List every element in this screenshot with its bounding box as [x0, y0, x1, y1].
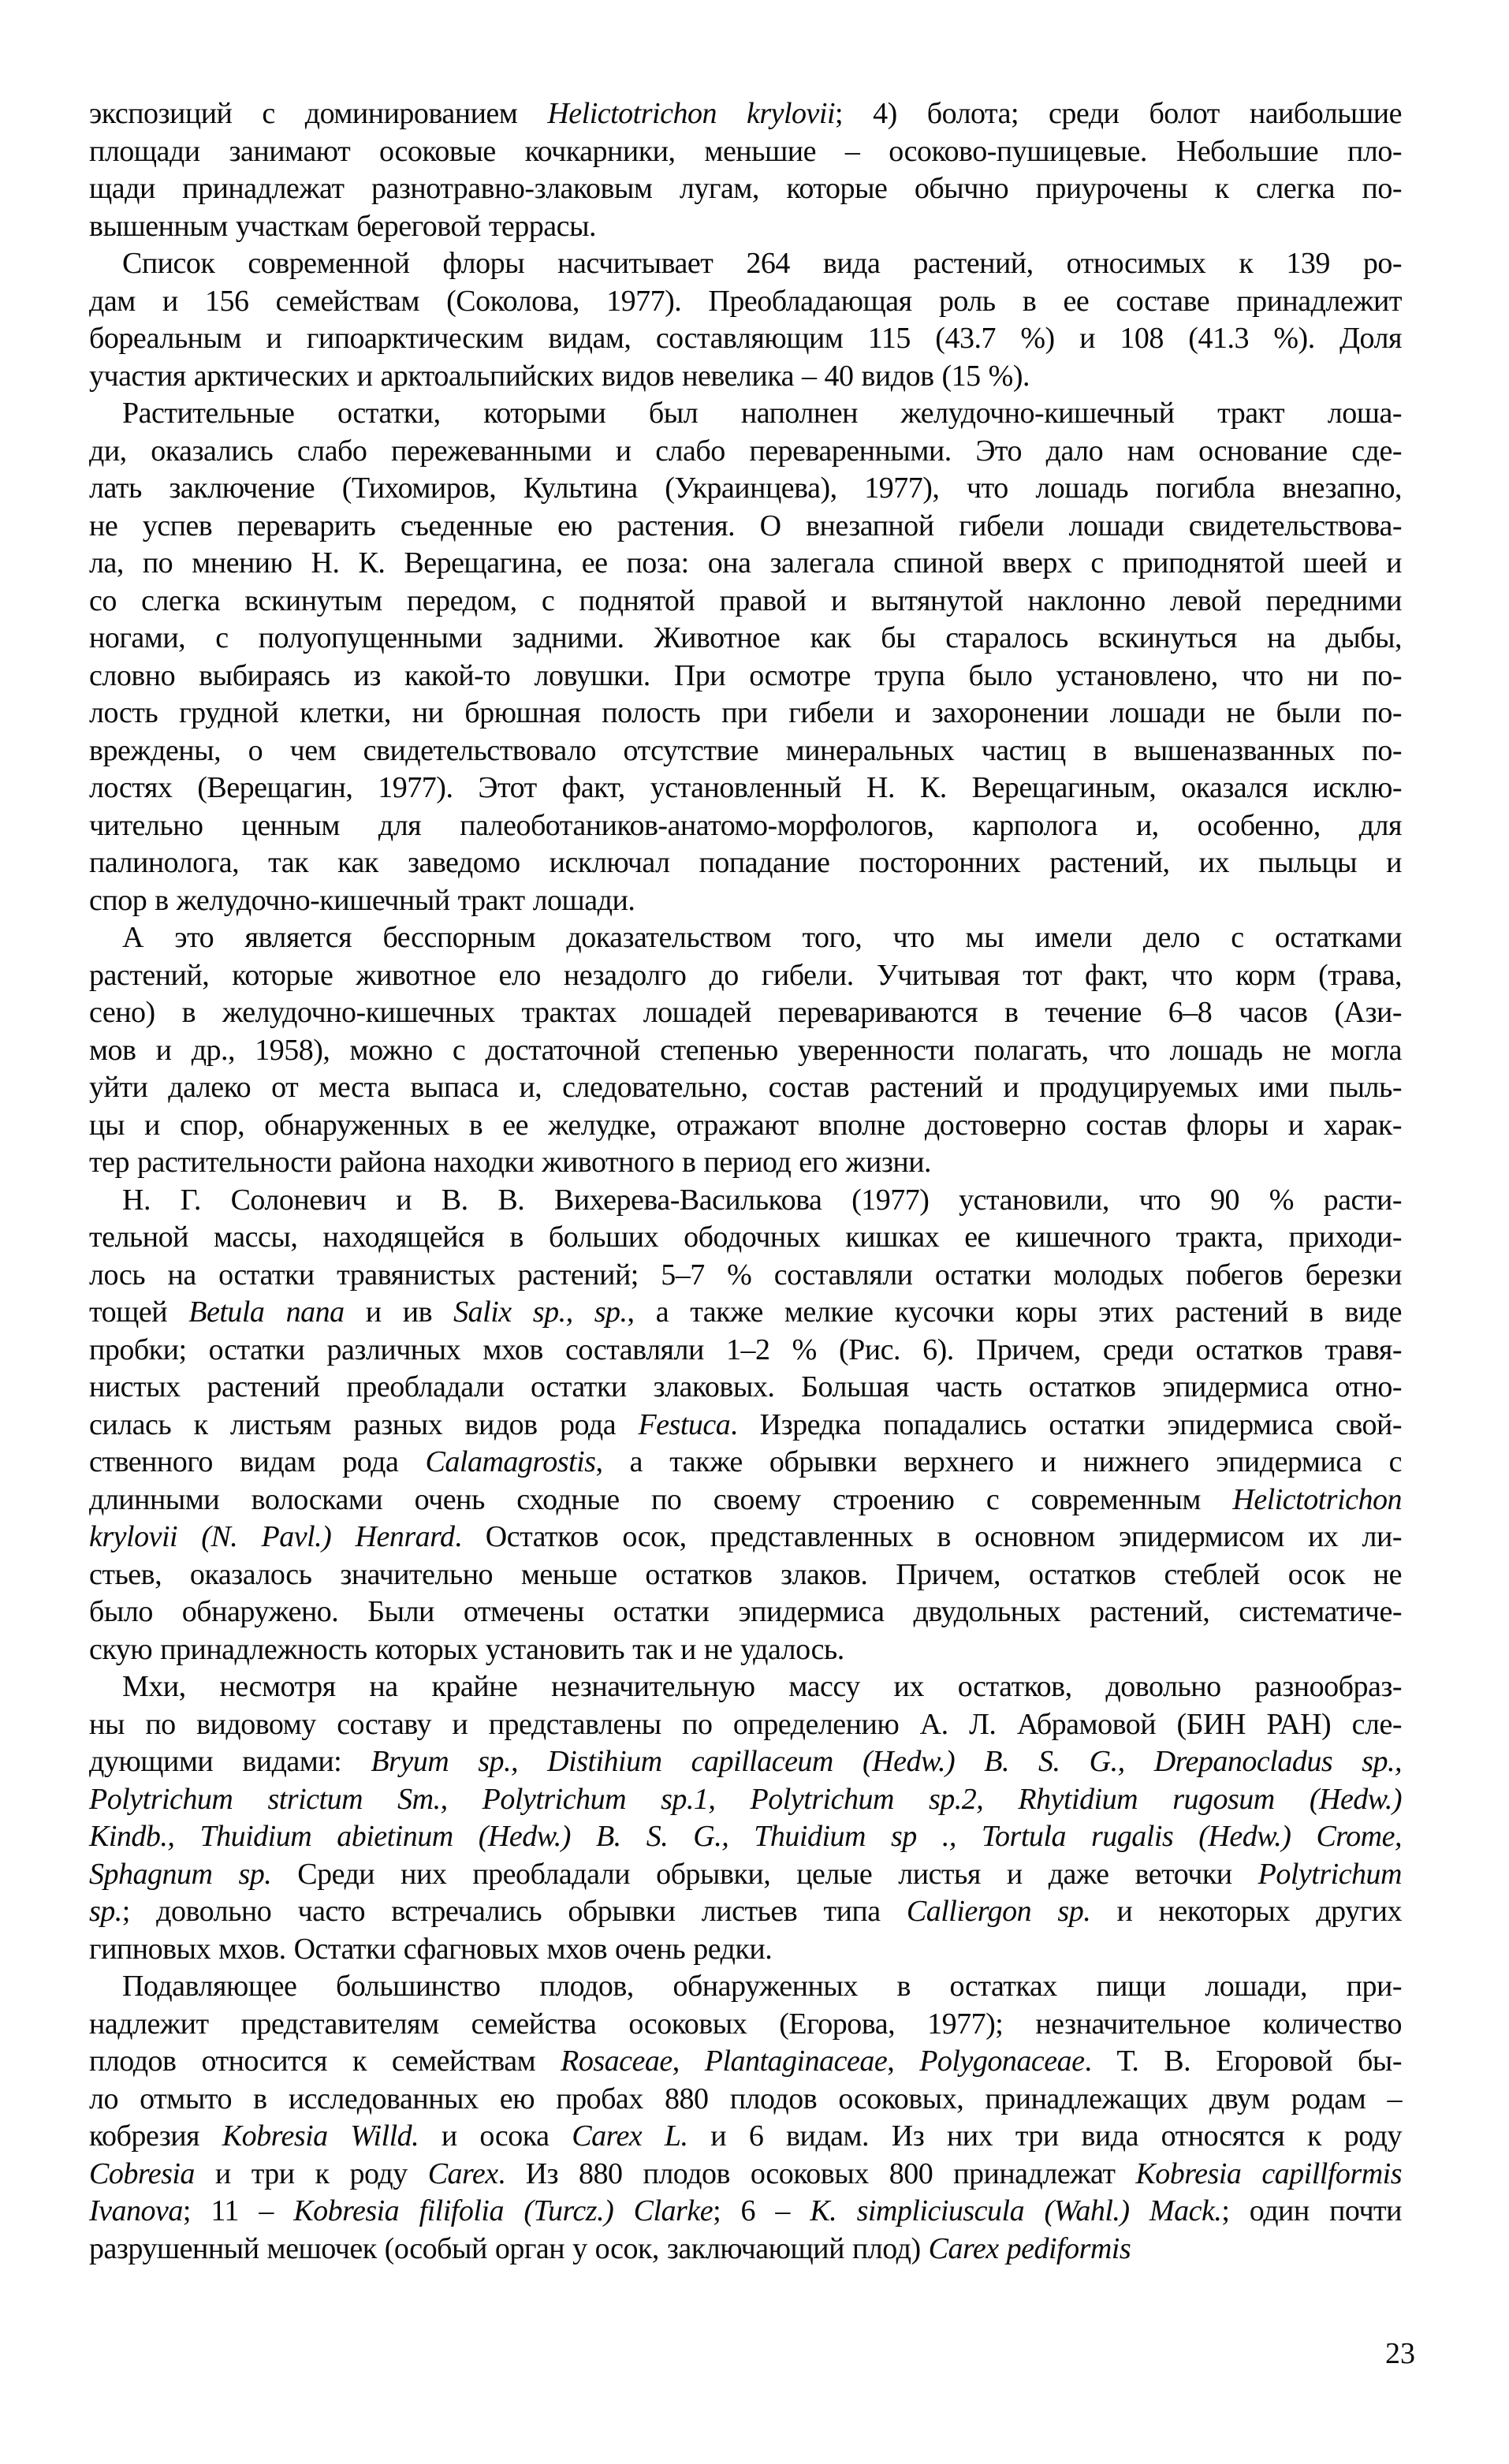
text-line [89, 1144, 1402, 1182]
text-line [89, 470, 1402, 508]
text-line [89, 620, 1402, 658]
latin-species-name: Sphagnum sp. [89, 1857, 272, 1891]
text-run: ла, по мнению Н. К. Верещагина, ее поза: она залегала спиной вверх с приподнятой шеей и [89, 546, 1402, 580]
text-line [89, 208, 1402, 246]
text-line [89, 2118, 1402, 2156]
text-run: ственного видам рода [89, 1445, 426, 1478]
text-run: и три к роду [194, 2156, 428, 2190]
text-line [89, 1294, 1402, 1332]
text-run: гипновых мхов. Остатки сфагновых мхов очень редки. [89, 1932, 773, 1966]
text-run: тер растительности района находки животного в период его жизни. [89, 1146, 932, 1179]
text-run: со слегка вскинутым передом, с поднятой правой и вытянутой наклонно левой передними [89, 583, 1402, 617]
text-run: спор в желудочно-кишечный тракт лошади. [89, 883, 635, 917]
latin-species-name: Bryum sp., Distihium capillaceum (Hedw.) B. S. G., Drepanocladus sp., [371, 1745, 1402, 1778]
text-line [89, 283, 1402, 321]
text-run: силась к листьям разных видов рода [89, 1407, 639, 1441]
text-run: , [672, 2045, 705, 2078]
latin-species-name: Carex L. [572, 2119, 688, 2153]
text-line [89, 1781, 1402, 1819]
text-run: пробки; остатки различных мхов составляли 1–2 % (Рис. 6). Причем, среди остатков травя- [89, 1333, 1402, 1366]
text-run: и ив [344, 1295, 454, 1329]
text-run: и осока [419, 2119, 572, 2153]
text-run: словно выбираясь из какой-то ловушки. При осмотре трупа было установлено, что ни по- [89, 658, 1402, 692]
text-run: вышенным участкам береговой террасы. [89, 209, 597, 243]
text-run: ; 6 – [713, 2194, 810, 2227]
text-run: лать заключение (Тихомиров, Культина (Украинцева), 1977), что лошадь погибла внезапно, [89, 472, 1402, 505]
text-run: А это является бесспорным доказательством того, что мы имели дело с остатками [122, 921, 1402, 954]
text-line [89, 1032, 1402, 1070]
latin-species-name: Cobresia [89, 2156, 195, 2190]
text-line [89, 1407, 1402, 1444]
text-line [89, 1069, 1402, 1107]
text-run: кобрезия [89, 2119, 222, 2153]
text-line [89, 320, 1402, 358]
text-run: чительно ценным для палеоботаников-анатомо-морфологов, карполога и, особенно, для [89, 808, 1402, 842]
text-run: ; 11 – [182, 2194, 294, 2227]
text-run: разрушенный мешочек (особый орган у осок, заключающий плод) [89, 2231, 929, 2265]
latin-species-name: Kobresia capillformis [1135, 2156, 1402, 2190]
text-run: сено) в желудочно-кишечных трактах лошадей перевариваются в течение 6–8 часов (Ази- [89, 996, 1402, 1029]
text-line [89, 395, 1402, 433]
text-run: дам и 156 семействам (Соколова, 1977). Преобладающая роль в ее составе принадлежит [89, 284, 1402, 318]
text-run: . Из 880 плодов осоковых 800 принадлежат [497, 2156, 1136, 2190]
latin-species-name: Salix sp., sp. [453, 1295, 628, 1329]
text-line [89, 358, 1402, 396]
text-line [89, 2231, 1402, 2268]
text-run: , а также обрывки верхнего и нижнего эпидермиса с [595, 1445, 1402, 1478]
text-line [89, 882, 1402, 920]
text-line [89, 1107, 1402, 1145]
text-line [89, 1519, 1402, 1556]
text-run: , [887, 2045, 920, 2078]
text-line [89, 1893, 1402, 1931]
text-run: Н. Г. Солоневич и В. В. Вихерева-Василькова (1977) установили, что 90 % расти- [122, 1183, 1402, 1217]
text-run: вреждены, о чем свидетельствовало отсутствие минеральных частиц в вышеназванных по- [89, 733, 1402, 767]
text-run: цы и спор, обнаруженных в ее желудке, отражают вполне достоверно состав флоры и харак- [89, 1108, 1402, 1142]
latin-species-name: Calamagrostis [425, 1445, 596, 1478]
latin-species-name: Betula nana [188, 1295, 345, 1329]
text-line [89, 919, 1402, 957]
text-run: надлежит представителям семейства осоковых (Егорова, 1977); незначительное количество [89, 2007, 1402, 2041]
text-line [89, 545, 1402, 583]
text-line [89, 957, 1402, 995]
text-run: щади принадлежат разнотравно-злаковым лугам, которые обычно приурочены к слегка по- [89, 172, 1402, 205]
text-line [89, 1706, 1402, 1744]
text-line [89, 1668, 1402, 1706]
latin-species-name: sp. [89, 1895, 122, 1928]
text-line [89, 1818, 1402, 1856]
text-run: Растительные остатки, которыми был наполнен желудочно-кишечный тракт лоша- [122, 397, 1402, 430]
latin-species-name: K. simpliciuscula (Wahl.) Mack. [810, 2194, 1222, 2227]
text-run: дующими видами: [89, 1745, 371, 1778]
text-line [89, 807, 1402, 845]
text-line [89, 1856, 1402, 1894]
text-run: скую принадлежность которых установить так и не удалось. [89, 1632, 844, 1666]
latin-species-name: Plantaginaceae [704, 2045, 888, 2078]
latin-species-name: Helictotrichon [1232, 1482, 1402, 1516]
latin-species-name: Polytrichum strictum Sm., Polytrichum sp.1, Polytrichum sp.2, Rhytidium rugosum (Hedw.) [89, 1782, 1402, 1816]
latin-species-name: Carex pediformis [928, 2231, 1131, 2265]
text-line [89, 133, 1402, 171]
text-run: Мхи, несмотря на крайне незначительную массу их остатков, довольно разнообраз- [122, 1670, 1402, 1703]
text-run: уйти далеко от места выпаса и, следовательно, состав растений и продуцируемых ими пыль- [89, 1071, 1402, 1104]
text-line [89, 1219, 1402, 1257]
text-line [89, 1182, 1402, 1220]
text-line [89, 2043, 1402, 2081]
text-line [89, 695, 1402, 732]
text-line [89, 2193, 1402, 2231]
text-run: участия арктических и арктоальпийских видов невелика – 40 видов (15 %). [89, 359, 1030, 393]
text-line [89, 2081, 1402, 2119]
text-run: Среди них преобладали обрывки, целые листья и даже веточки [271, 1857, 1258, 1891]
text-block [89, 95, 1402, 2268]
text-line [89, 1369, 1402, 1407]
text-line [89, 844, 1402, 882]
text-run: тельной массы, находящейся в больших ободочных кишках ее кишечного тракта, приходи- [89, 1221, 1402, 1254]
text-line [89, 1482, 1402, 1519]
latin-species-name: Kobresia Willd. [222, 2119, 419, 2153]
text-run: Список современной флоры насчитывает 264 вида растений, относимых к 139 ро- [122, 247, 1402, 280]
latin-species-name: Carex [427, 2156, 498, 2190]
text-line [89, 95, 1402, 133]
text-line [89, 1743, 1402, 1781]
text-line [89, 583, 1402, 621]
text-run: площади занимают осоковые кочкарники, меньшие – осоково-пушицевые. Небольшие пло- [89, 134, 1402, 168]
text-run: Подавляющее большинство плодов, обнаруженных в остатках пищи лошади, при- [122, 1970, 1402, 2003]
text-line [89, 1931, 1402, 1969]
text-line [89, 770, 1402, 807]
text-run: плодов относится к семействам [89, 2045, 561, 2078]
text-line [89, 1556, 1402, 1594]
latin-species-name: Kobresia filifolia (Turcz.) Clarke [293, 2194, 714, 2227]
text-run: и 6 видам. Из них три вида относятся к роду [687, 2119, 1402, 2153]
text-line [89, 994, 1402, 1032]
text-run: . Остатков осок, представленных в основном эпидермисом их ли- [454, 1520, 1402, 1553]
text-run: экспозиций с доминированием [89, 97, 548, 130]
text-run: , а также мелкие кусочки коры этих растений в виде [627, 1295, 1403, 1329]
text-run: бореальным и гипоарктическим видам, составляющим 115 (43.7 %) и 108 (41.3 %). Доля [89, 322, 1402, 355]
text-run: было обнаружено. Были отмечены остатки эпидермиса двудольных растений, систематиче- [89, 1595, 1402, 1628]
text-run: ло отмыто в исследованных ею пробах 880 плодов осоковых, принадлежащих двум родам – [89, 2082, 1402, 2115]
text-line [89, 1332, 1402, 1370]
latin-species-name: Rosaceae [561, 2045, 673, 2078]
text-run: тощей [89, 1295, 189, 1329]
text-run: длинными волосками очень сходные по своему строению с современным [89, 1482, 1233, 1516]
text-run: ногами, с полуопущенными задними. Животное как бы старалось вскинуться на дыбы, [89, 621, 1402, 654]
latin-species-name: Kindb., Thuidium abietinum (Hedw.) B. S. G., Thuidium sp ., Tortula rugalis (Hedw.) Crome, [89, 1820, 1402, 1853]
text-line [89, 170, 1402, 208]
text-run: лостях (Верещагин, 1977). Этот факт, установленный Н. К. Верещагиным, оказался исклю- [89, 771, 1402, 804]
page-number: 23 [1385, 2337, 1415, 2370]
text-run: нистых растений преобладали остатки злаковых. Большая часть остатков эпидермиса отно- [89, 1370, 1402, 1403]
text-line [89, 732, 1402, 770]
text-run: и некоторых других [1090, 1895, 1402, 1928]
text-line [89, 433, 1402, 471]
text-line [89, 245, 1402, 283]
text-run: не успев переварить съеденные ею растения. О внезапной гибели лошади свидетельствова- [89, 509, 1402, 542]
text-line [89, 1257, 1402, 1295]
latin-species-name: krylovii (N. Pavl.) Henrard [89, 1520, 455, 1553]
latin-species-name: Ivanova [89, 2194, 183, 2227]
text-run: ; довольно часто встречались обрывки листьев типа [121, 1895, 907, 1928]
text-run: палинолога, так как заведомо исключал попадание посторонних растений, их пыльцы и [89, 846, 1402, 879]
text-line [89, 1631, 1402, 1669]
latin-species-name: Festuca [638, 1407, 731, 1441]
text-run: ; 4) болота; среди болот наибольшие [835, 97, 1402, 130]
text-run: ны по видовому составу и представлены по определению А. Л. Абрамовой (БИН РАН) сле- [89, 1707, 1402, 1741]
text-run: лось на остатки травянистых растений; 5–7 % составляли остатки молодых побегов березки [89, 1258, 1402, 1292]
text-line [89, 1594, 1402, 1631]
text-line [89, 2006, 1402, 2044]
text-run: ; один почти [1221, 2194, 1402, 2227]
text-run: ди, оказались слабо пережеванными и слабо переваренными. Это дало нам основание сде- [89, 434, 1402, 468]
text-line [89, 2156, 1402, 2194]
latin-species-name: Helictotrichon krylovii [547, 97, 836, 130]
text-run: . Т. В. Егоровой бы- [1084, 2045, 1402, 2078]
text-line [89, 1444, 1402, 1482]
text-line [89, 1968, 1402, 2006]
text-run: стьев, оказалось значительно меньше остатков злаков. Причем, остатков стеблей осок не [89, 1557, 1402, 1591]
text-line [89, 508, 1402, 546]
latin-species-name: Polygonaceae [919, 2045, 1085, 2078]
text-run: лость грудной клетки, ни брюшная полость при гибели и захоронении лошади не были по- [89, 696, 1402, 729]
latin-species-name: Calliergon sp. [906, 1895, 1091, 1928]
text-run: мов и др., 1958), можно с достаточной степенью уверенности полагать, что лошадь не могла [89, 1033, 1402, 1067]
latin-species-name: Polytrichum [1258, 1857, 1403, 1891]
text-line [89, 658, 1402, 695]
text-run: . Изредка попадались остатки эпидермиса свой- [730, 1407, 1402, 1441]
text-run: растений, которые животное ело незадолго до гибели. Учитывая тот факт, что корм (трава, [89, 958, 1402, 992]
